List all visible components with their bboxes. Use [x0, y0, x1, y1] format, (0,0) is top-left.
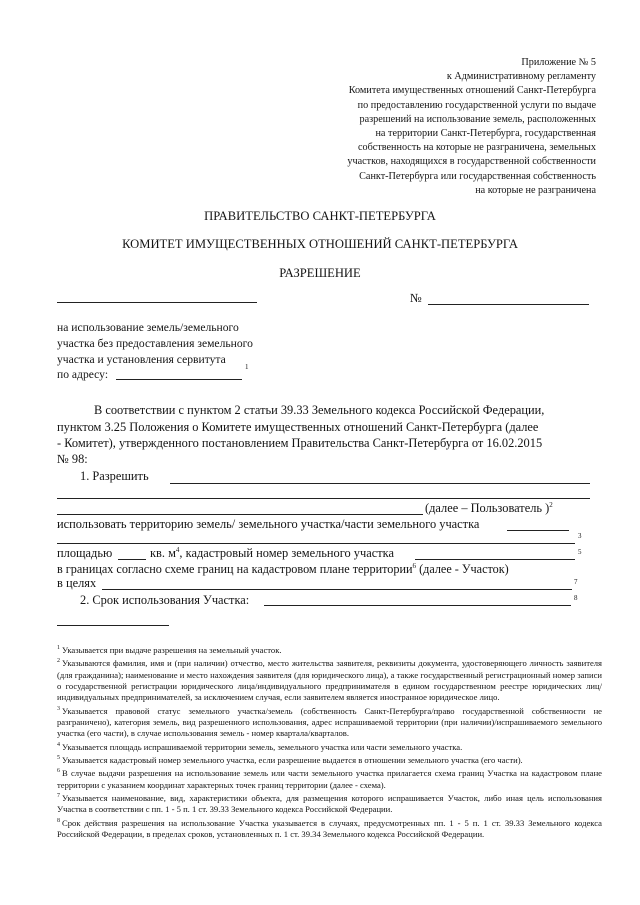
fill-line	[57, 543, 575, 544]
footnote-mark: 6	[412, 562, 417, 570]
appendix-line: участков, находящихся в государственной собственности	[347, 156, 596, 168]
appendix-line: Санкт-Петербурга или государственная собственность	[359, 170, 596, 182]
appendix-line: собственность на которые не разграничена, земельных	[358, 142, 596, 154]
intro-line: пунктом 3.25 Положения о Комитете имущественных отношений Санкт-Петербурга (далее	[57, 420, 539, 434]
intro-line: № 98:	[57, 452, 88, 466]
item-1-label: 1. Разрешить	[80, 469, 149, 483]
number-label: №	[410, 291, 422, 305]
purpose-label: в целях	[57, 576, 97, 590]
footnote-mark: 2	[549, 501, 553, 509]
item-2-label: 2. Срок использования Участка:	[80, 593, 250, 607]
footnote: $^5$ Указывается кадастровый номер земельного участка, если разрешение выдается в отношении земельного участка (его части).	[57, 754, 523, 765]
subject-line: участка и установления сервитута	[57, 353, 226, 366]
cadastral-label: , кадастровый номер земельного участка	[179, 546, 394, 561]
subject-line: участка без предоставления земельного	[57, 337, 253, 350]
appendix-line: на территории Санкт-Петербурга, государственная	[375, 128, 596, 140]
footnote-mark: 8	[574, 594, 578, 602]
footnote: $^8$ Срок действия разрешения на использование Участка указывается в случаях, предусмотренных пп. 1 - 5 п. 1 ст. 39.33 Земельного кодекса Российской Федерации, в пределах сроков, установленных п. 1 ст. 39.34 Земельного кодекса Российской Федерации.	[57, 817, 602, 839]
footnote-mark: 7	[574, 578, 578, 586]
appendix-block	[306, 56, 596, 198]
date-field-line	[57, 302, 257, 303]
appendix-line: Комитета имущественных отношений Санкт-Петербурга	[348, 85, 596, 97]
footnote: $^7$ Указывается наименование, вид, характеристики объекта, для размещения которого испрашивается Участок, либо иная цель использования Участка в соответствии с пп. 1 - 5 п. 1 ст. 39.33 Земельного кодекса Российской Федерации.	[57, 792, 602, 815]
fill-line	[57, 498, 590, 499]
footnote-separator	[57, 625, 169, 626]
address-field-line	[116, 379, 242, 380]
use-text: использовать территорию земель/ земельного участка/части земельного участка	[57, 517, 480, 531]
footnote: $^6$ В случае выдачи разрешения на использование земель или части земельного участка прилагается схема границ Участка на кадастровом плане территории с указанием координат характерных точек границ территории (далее - схема).	[57, 768, 602, 790]
area-unit: кв. м	[150, 546, 176, 561]
footnote-mark: 5	[578, 548, 582, 556]
fill-line	[170, 483, 590, 484]
appendix-line: Приложение № 5	[521, 57, 596, 68]
footnote: $^2$ Указываются фамилия, имя и (при наличии) отчество, место жительства заявителя, реквизиты документа, удостоверяющего личность заявителя (для гражданина); наименование и место нахождения заявителя (для юридического лица), а также государственный регистрационный номер записи о государственной регистрации юридического лица/индивидуального предпринимателя в едином государственном реестре юридических лиц/индивидуальных предпринимателей, за исключением случая, если заявителем является иностранное юридическое лицо.	[57, 658, 602, 703]
subject-line: на использование земель/земельного	[57, 321, 239, 334]
address-label: по адресу:	[57, 368, 109, 381]
footnote-mark: 1	[245, 363, 249, 371]
bounds-tail: (далее - Участок)	[416, 562, 509, 577]
cadastral-field-line	[415, 559, 575, 560]
document-title: РАЗРЕШЕНИЕ	[279, 266, 361, 280]
intro-line: В соответствии с пунктом 2 статьи 39.33 Земельного кодекса Российской Федерации,	[94, 403, 545, 417]
footnote-mark: 4	[175, 546, 180, 554]
footnote: $^1$ Указывается при выдаче разрешения на земельный участок.	[57, 644, 282, 655]
appendix-line: по предоставлению государственной услуги по выдаче	[357, 99, 596, 111]
area-field-line	[118, 559, 146, 560]
footnote: $^4$ Указывается площадь испрашиваемой территории земель, земельного участка или части земельного участка.	[57, 741, 463, 752]
appendix-line: к Административному регламенту	[446, 71, 596, 83]
user-note: (далее – Пользователь )	[425, 501, 550, 516]
footnote: $^3$ Указывается правовой статус земельного участка/земель (собственность Санкт-Петербурга/право государственной собственности не разграничено), категория земель, вид разрешенного использования, адрес испрашиваемой территории (при наличии)/испрашиваемого земельного участка (его части), в случае использования земель - номер квартала/кварталов.	[57, 705, 602, 739]
term-field-line	[264, 605, 571, 606]
intro-line: - Комитет), утвержденного постановлением Правительства Санкт-Петербурга от 16.02.2015	[57, 436, 543, 450]
committee-heading: КОМИТЕТ ИМУЩЕСТВЕННЫХ ОТНОШЕНИЙ САНКТ-ПЕТЕРБУРГА	[122, 237, 518, 251]
bounds-text: в границах согласно схеме границ на кадастровом плане территории	[57, 562, 413, 577]
number-field-line	[428, 304, 589, 305]
area-label: площадью	[57, 546, 113, 560]
footnotes	[57, 643, 602, 840]
fill-line	[57, 514, 423, 515]
footnote-mark: 3	[578, 532, 582, 540]
appendix-line: на которые не разграничена	[475, 184, 596, 196]
appendix-line: разрешений на использование земель, расположенных	[359, 113, 596, 125]
purpose-field-line	[102, 589, 572, 590]
government-heading: ПРАВИТЕЛЬСТВО САНКТ-ПЕТЕРБУРГА	[204, 209, 436, 223]
fill-line	[507, 530, 569, 531]
